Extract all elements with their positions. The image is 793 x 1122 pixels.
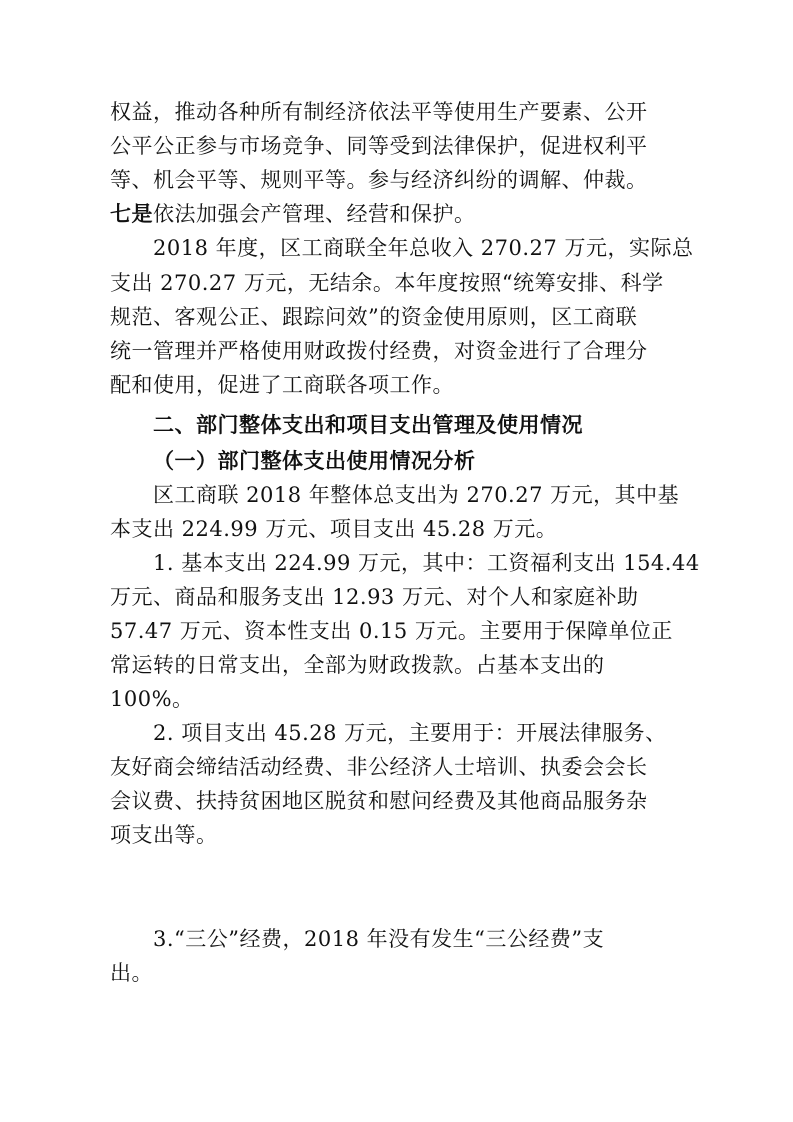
paragraph-line: 权益，推动各种所有制经济依法平等使用生产要素、公开 — [110, 100, 648, 124]
paragraph-line: 100%。 — [110, 687, 194, 711]
paragraph-line: 万元、商品和服务支出 12.93 万元、对个人和家庭补助 — [110, 585, 639, 609]
paragraph-line: 会议费、扶持贫困地区脱贫和慰问经费及其他商品服务杂 — [110, 789, 648, 813]
paragraph-line: 友好商会缔结活动经费、非公经济人士培训、执委会会长 — [110, 755, 648, 779]
paragraph-line: 公平公正参与市场竞争、同等受到法律保护，促进权利平 — [110, 134, 648, 158]
paragraph-line: 支出 270.27 万元，无结余。本年度按照“统筹安排、科学 — [110, 271, 664, 295]
paragraph-line: 本支出 224.99 万元、项目支出 45.28 万元。 — [110, 517, 558, 541]
paragraph-line: 2018 年度，区工商联全年总收入 270.27 万元，实际总 — [153, 236, 694, 260]
paragraph-line: 统一管理并严格使用财政拨付经费，对资金进行了合理分 — [110, 339, 648, 363]
paragraph-line: 出。 — [110, 961, 153, 985]
paragraph-line: 常运转的日常支出，全部为财政拨款。占基本支出的 — [110, 653, 605, 677]
paragraph-line: 等、机会平等、规则平等。参与经济纠纷的调解、仲裁。 — [110, 168, 648, 192]
paragraph-line: 3.“三公”经费，2018 年没有发生“三公经费”支 — [153, 927, 605, 951]
paragraph-line: 57.47 万元、资本性支出 0.15 万元。主要用于保障单位正 — [110, 619, 673, 643]
paragraph-line: 配和使用，促进了工商联各项工作。 — [110, 373, 454, 397]
paragraph-line: 区工商联 2018 年整体总支出为 270.27 万元，其中基 — [153, 483, 680, 507]
subsection-heading: （一）部门整体支出使用情况分析 — [153, 448, 476, 473]
section-heading: 二、部门整体支出和项目支出管理及使用情况 — [153, 412, 583, 437]
paragraph-line: 项支出等。 — [110, 823, 218, 847]
paragraph-line — [110, 199, 476, 229]
paragraph-line: 2. 项目支出 45.28 万元，主要用于：开展法律服务、 — [153, 721, 667, 745]
paragraph-line: 规范、客观公正、跟踪问效”的资金使用原则，区工商联 — [110, 305, 638, 329]
paragraph-line: 1. 基本支出 224.99 万元，其中：工资福利支出 154.44 — [153, 551, 700, 575]
paragraph-text: 依法加强会产管理、经营和保护。 — [153, 202, 476, 226]
lead-seven: 七是 — [110, 201, 153, 226]
